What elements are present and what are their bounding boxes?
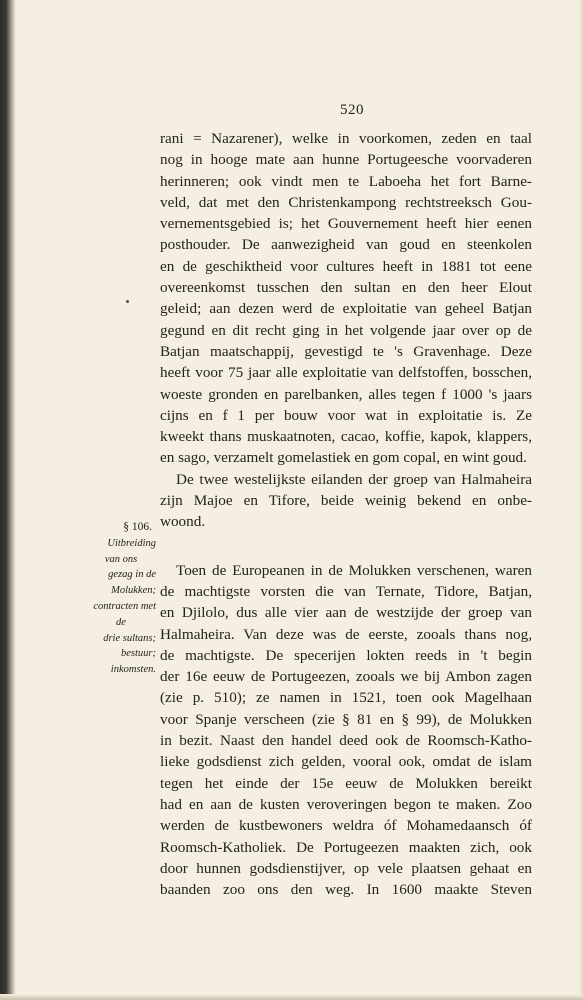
paragraph-1 bbox=[160, 128, 532, 469]
margin-note bbox=[86, 520, 156, 678]
text-line: Batjan maatschappij, gevestigd te 's Gravenhage. Deze bbox=[160, 342, 532, 360]
margin-dot-mark bbox=[126, 300, 129, 303]
text-line: veld, dat met den Christenkampong rechtstreeksch Gou- bbox=[160, 193, 532, 211]
margin-note-line: gezag in de bbox=[108, 569, 156, 581]
text-line: gegund en dit recht ging in het volgende jaar over op de bbox=[160, 321, 532, 339]
text-line: woeste gronden en parelbanken, alles tegen f 1000 's jaars bbox=[160, 385, 532, 403]
margin-note-line: drie sultans; bbox=[103, 632, 156, 644]
page-binding-shadow bbox=[0, 0, 16, 1000]
text-line: de machtigste vorsten die van Ternate, Tidore, Batjan, bbox=[160, 582, 532, 600]
margin-note-line: bestuur; bbox=[121, 648, 156, 660]
text-line: herinneren; ook vindt men te Laboeha het fort Barne- bbox=[160, 172, 532, 190]
text-line: baanden zoo ons den weg. In 1600 maakte Steven bbox=[160, 881, 532, 899]
paragraph-gap bbox=[160, 533, 532, 560]
text-line: tegen het einde der 15e eeuw de Molukken bereikt bbox=[160, 774, 532, 792]
text-line: Toen de Europeanen in de Molukken verschenen, waren bbox=[176, 561, 532, 579]
margin-note-line: inkomsten. bbox=[110, 664, 156, 676]
body-text bbox=[160, 128, 532, 900]
text-line: (zie p. 510); ze namen in 1521, toen ook Magelhaan bbox=[160, 689, 532, 707]
text-line: heeft voor 75 jaar alle exploitatie van delfstoffen, bosschen, bbox=[160, 364, 532, 382]
text-line: geleid; aan dezen werd de exploitatie van geheel Batjan bbox=[160, 300, 532, 318]
text-line: vernementsgebied is; het Gouvernement heeft hier eenen bbox=[160, 215, 532, 233]
text-line: kweekt thans muskaatnoten, cacao, koffie, kapok, klappers, bbox=[160, 428, 532, 446]
text-line: der 16e eeuw de Portugeezen, zooals we bij Ambon zagen bbox=[160, 668, 532, 686]
text-line: door hunnen godsdienstijver, op vele plaatsen gehaat en bbox=[160, 859, 532, 877]
text-line: zijn Majoe en Tifore, beide weinig bekend en onbe- bbox=[160, 492, 532, 510]
text-line: had en aan de kusten veroveringen begon te maken. Zoo bbox=[160, 795, 532, 813]
text-line: De twee westelijkste eilanden der groep van Halmaheira bbox=[176, 470, 532, 488]
margin-note-line: Uitbreiding bbox=[107, 537, 156, 549]
text-line: Halmaheira. Van deze was de eerste, zooals thans nog, bbox=[160, 625, 532, 643]
page-bottom-edge bbox=[0, 994, 583, 1000]
paragraph-3 bbox=[160, 560, 532, 901]
text-line: en sago, verzamelt gomelastiek en gom copal, en wint goud. bbox=[160, 449, 527, 467]
paragraph-2 bbox=[160, 469, 532, 533]
text-line: woond. bbox=[160, 513, 206, 531]
page-number: 520 bbox=[340, 102, 364, 118]
margin-note-line: Molukken; bbox=[111, 585, 156, 597]
text-line: en Djilolo, dus alle vier aan de westzijde der groep van bbox=[160, 604, 532, 622]
text-line: voor Spanje verscheen (zie § 81 en § 99), de Molukken bbox=[160, 710, 532, 728]
text-line: posthouder. De aanwezigheid van goud en steenkolen bbox=[160, 236, 532, 254]
section-number: § 106. bbox=[123, 521, 152, 533]
text-line: werden de kustbewoners weldra óf Mohamedaansch óf bbox=[160, 817, 532, 835]
page-right-edge bbox=[579, 0, 583, 1000]
margin-note-line: de bbox=[116, 616, 126, 628]
margin-note-line: van ons bbox=[104, 553, 138, 565]
text-line: in bezit. Naast den handel deed ook de Roomsch-Katho- bbox=[160, 732, 532, 750]
text-line: en de geschiktheid voor cultures heeft in 1881 tot eene bbox=[160, 257, 532, 275]
text-line: Roomsch-Katholiek. De Portugeezen maakten zich, ook bbox=[160, 838, 532, 856]
text-line: rani = Nazarener), welke in voorkomen, zeden en taal bbox=[160, 130, 532, 147]
text-line: overeenkomst tusschen den sultan en den heer Elout bbox=[160, 279, 532, 297]
margin-note-line: contracten met bbox=[93, 600, 156, 612]
text-line: nog in hooge mate aan hunne Portugeesche voorvaderen bbox=[160, 151, 532, 169]
text-line: cijns en f 1 per bouw voor wat in exploitatie is. Ze bbox=[160, 406, 532, 424]
text-line: lieke godsdienst zich gelden, vooral ook, omdat de islam bbox=[160, 753, 532, 771]
text-line: de machtigste. De specerijen lokten reeds in 't begin bbox=[160, 646, 532, 664]
